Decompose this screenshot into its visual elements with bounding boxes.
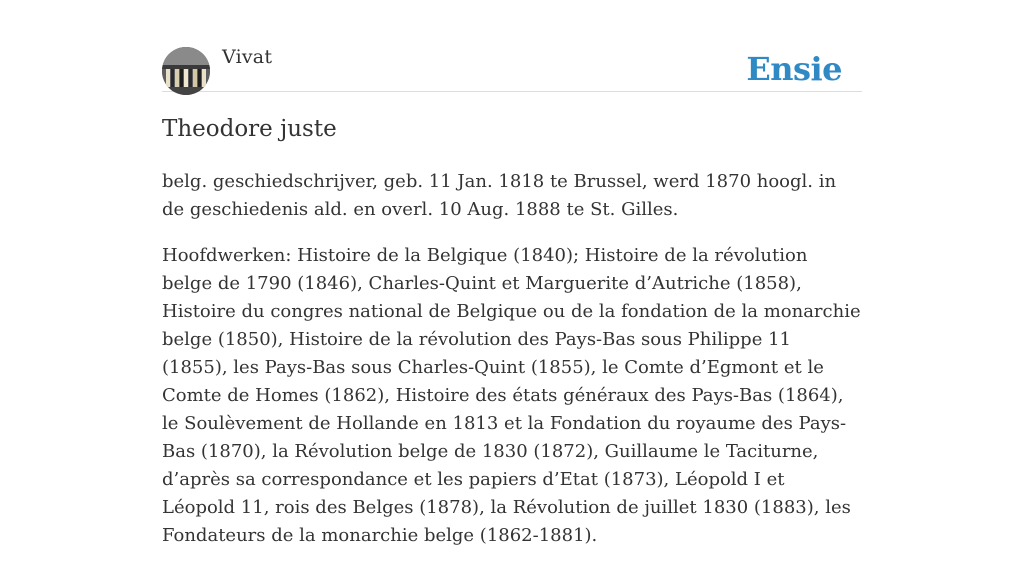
article-paragraph: Hoofdwerken: Histoire de la Belgique (1840); Histoire de la révolution belge de 1790 (1846), Charles-Quint et Marguerite d’Autriche (1858), Histoire du congres national de Belgique ou de la fondation de la monarchie belge (1850), Histoire de la révolution des Pays-Bas sous Philippe 11 (1855), les Pays-Bas sous Charles-Quint (1855), le Comte d’Egmont et le Comte de Homes (1862), Histoire des états généraux des Pays-Bas (1864), le Soulèvement de Hollande en 1813 et la Fondation du royaume des Pays-Bas (1870), la Révolution belge de 1830 (1872), Guillaume le Taciturne, d’après sa correspondance et les papiers d’Etat (1873), Léopold I et Léopold 11, rois des Belges (1878), la Révolution de juillet 1830 (1883), les Fondateurs de la monarchie belge (1862-1881). [162, 245, 861, 546]
header [162, 0, 862, 92]
page-container [162, 0, 862, 546]
source-avatar-icon[interactable] [162, 47, 210, 95]
book-spines-icon [162, 47, 210, 95]
source-name[interactable]: Vivat [222, 46, 273, 68]
article-body [162, 168, 862, 568]
article-title: Theodore juste [162, 116, 337, 142]
brand-logo[interactable]: Ensie [746, 50, 842, 88]
article-paragraph: belg. geschiedschrijver, geb. 11 Jan. 1818 te Brussel, werd 1870 hoogl. in de geschiedenis ald. en overl. 10 Aug. 1888 te St. Gilles. [162, 171, 837, 220]
